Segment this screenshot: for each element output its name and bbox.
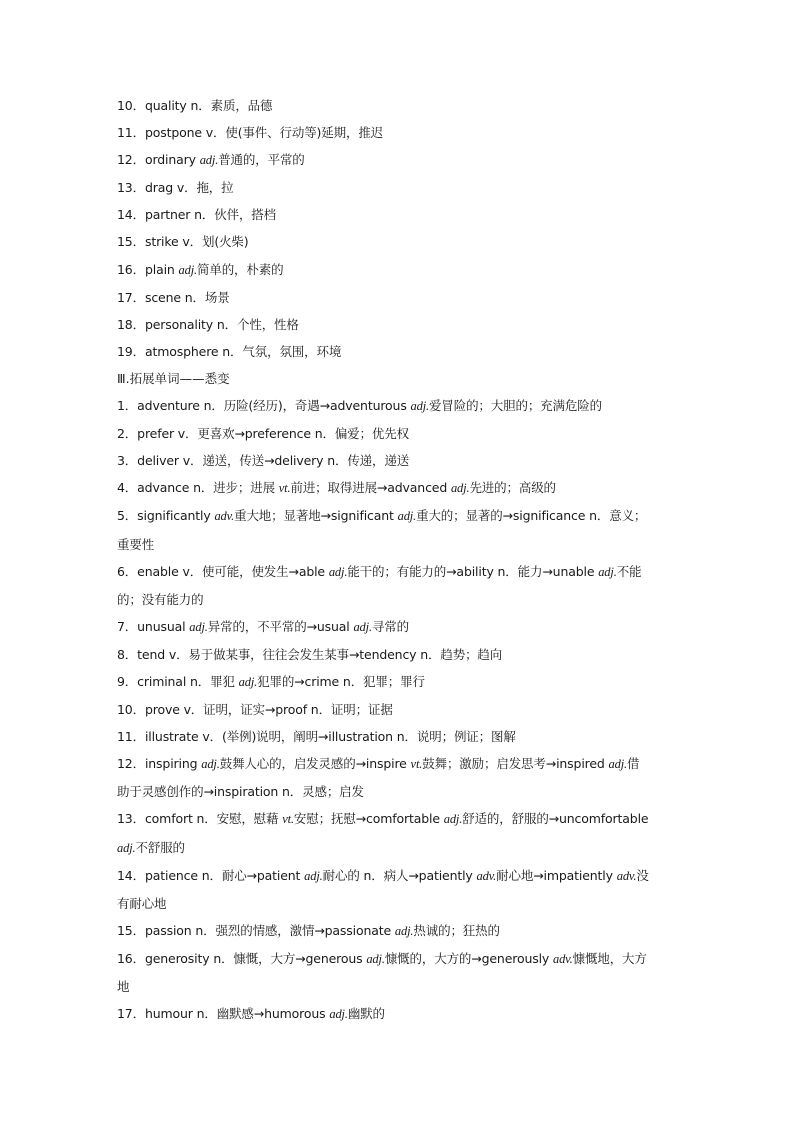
word-family-line: 重要性 [117, 536, 155, 552]
word-family-line: 7．unusual adj.异常的，不平常的→usual adj.寻常的 [117, 618, 410, 634]
word-family-list [117, 392, 681, 1028]
word-family-line: 15．passion n．强烈的情感，激情→passionate adj.热诚的；狂热的 [117, 922, 500, 938]
word-family-line: 1．adventure n．历险(经历)，奇遇→adventurous adj.爱冒险的；大胆的；充满危险的 [117, 398, 602, 414]
word-family-line: 3．deliver v．递送，传送→delivery n．传递，递送 [117, 453, 410, 469]
vocab-entry: 10．quality n．素质，品德 [117, 98, 273, 113]
vocab-entry: 16．plain adj.简单的，朴素的 [117, 261, 284, 277]
word-family-line: 2．prefer v．更喜欢→preference n．偏爱；优先权 [117, 426, 409, 442]
word-family-line: 5．significantly adv.重大地；显著地→significant adj.重大的；显著的→significance n．意义； [117, 508, 647, 524]
word-family-line: 9．criminal n．罪犯 adj.犯罪的→crime n．犯罪；罪行 [117, 673, 425, 689]
document-page [117, 92, 681, 1028]
word-family-line: 12．inspiring adj.鼓舞人心的，启发灵感的→inspire vt.鼓舞；激励；启发思考→inspired adj.借 [117, 756, 640, 772]
word-family-line: 有耐心地 [117, 895, 167, 911]
vocab-entry: 15．strike v．划(火柴) [117, 234, 249, 250]
vocab-entry: 18．personality n．个性，性格 [117, 316, 299, 332]
word-family-line: 助于灵感创作的→inspiration n．灵感；启发 [117, 784, 364, 800]
word-family-line: 16．generosity n．慷慨，大方→generous adj.慷慨的，大方的→generously adv.慷慨地，大方 [117, 950, 647, 966]
vocab-entry: 12．ordinary adj.普通的，平常的 [117, 152, 305, 168]
vocab-entry: 14．partner n．伙伴，搭档 [117, 207, 276, 223]
vocab-entry: 19．atmosphere n．气氛，氛围，环境 [117, 343, 342, 359]
vocab-entry: 13．drag v．拖，拉 [117, 180, 234, 196]
word-family-line: 14．patience n．耐心→patient adj.耐心的 n．病人→patiently adv.耐心地→impatiently adv.没 [117, 867, 649, 883]
word-family-line: 17．humour n．幽默感→humorous adj.幽默的 [117, 1006, 385, 1022]
word-family-line: 地 [117, 979, 130, 994]
vocab-entry: 11．postpone v．使(事件、行动等)延期，推迟 [117, 125, 384, 141]
word-family-line: 10．prove v．证明，证实→proof n．证明；证据 [117, 702, 393, 718]
word-family-line: 8．tend v．易于做某事，往往会发生某事→tendency n．趋势；趋向 [117, 646, 503, 662]
section-heading: Ⅲ.拓展单词——悉变 [117, 370, 230, 386]
word-family-line: 4．advance n．进步；进展 vt.前进；取得进展→advanced adj.先进的；高级的 [117, 480, 556, 496]
word-family-line: adj.不舒服的 [117, 839, 185, 855]
word-family-line: 11．illustrate v．(举例)说明，阐明→illustration n．说明；例证；图解 [117, 729, 516, 745]
vocab-entry: 17．scene n．场景 [117, 289, 230, 305]
word-family-line: 的；没有能力的 [117, 591, 204, 607]
word-family-line: 13．comfort n．安慰，慰藉 vt.安慰；抚慰→comfortable adj.舒适的，舒服的→uncomfortable [117, 811, 649, 827]
vocab-list-continued [117, 92, 681, 365]
word-family-line: 6．enable v．使可能，使发生→able adj.能干的；有能力的→ability n．能力→unable adj.不能 [117, 563, 642, 579]
